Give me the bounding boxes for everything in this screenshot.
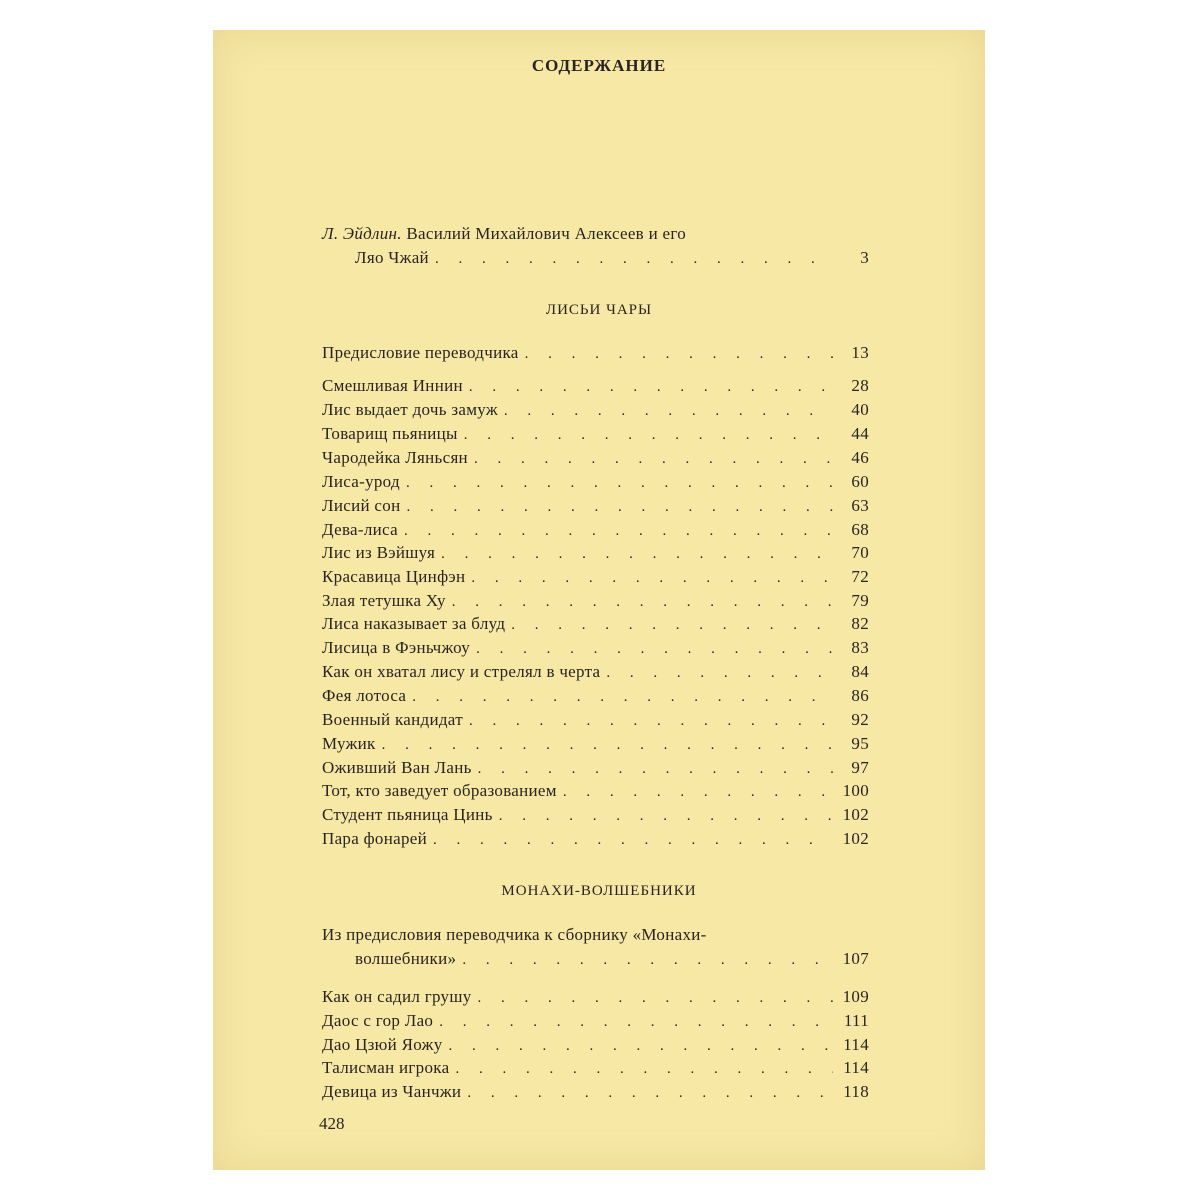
entry-title: волшебники» — [355, 949, 457, 968]
leader-dots — [455, 1057, 833, 1081]
toc-entry — [322, 518, 869, 542]
leader-dots — [464, 423, 833, 447]
entry-title: Девица из Чанчжи — [322, 1082, 462, 1101]
leader-dots — [525, 342, 833, 366]
leader-dots — [452, 590, 833, 614]
entry-page: 86 — [851, 686, 869, 705]
entry-page: 40 — [851, 400, 869, 419]
entry-title: Смешливая Иннин — [322, 376, 463, 395]
leader-dots — [469, 375, 833, 399]
toc-entry — [322, 732, 869, 756]
toc-entry — [322, 374, 869, 398]
entry-page: 60 — [851, 472, 869, 491]
toc-entry — [322, 1033, 869, 1057]
toc-entry — [322, 565, 869, 589]
entry-page: 102 — [842, 805, 869, 824]
entry-page: 118 — [843, 1082, 869, 1101]
entry-title: Тот, кто заведует образованием — [322, 781, 557, 800]
toc-entry — [322, 827, 869, 851]
toc-entry — [322, 708, 869, 732]
entry-title: Дао Цзюй Яожу — [322, 1035, 443, 1054]
leader-dots — [474, 447, 833, 471]
entry-title: Злая тетушка Ху — [322, 591, 446, 610]
leader-dots — [406, 495, 833, 519]
toc-entry — [322, 1056, 869, 1080]
leader-dots — [439, 1010, 833, 1034]
leader-dots — [441, 542, 833, 566]
entry-page: 70 — [851, 543, 869, 562]
intro-author: Л. Эйдлин. — [322, 224, 402, 243]
toc-entry — [322, 803, 869, 827]
entry-title: Студент пьяница Цинь — [322, 805, 493, 824]
entry-title: Мужик — [322, 734, 376, 753]
intro-entry-line2 — [355, 246, 869, 270]
entry-page: 109 — [842, 987, 869, 1006]
intro-entry-line1 — [322, 222, 869, 246]
entry-title: Лис из Вэйшуя — [322, 543, 436, 562]
page-number: 428 — [319, 1114, 345, 1133]
leader-dots — [382, 733, 833, 757]
toc-entry — [322, 660, 869, 684]
toc-entry — [322, 494, 869, 518]
book-page — [213, 30, 985, 1170]
toc-entry — [322, 1080, 869, 1104]
entry-title: Как он хватал лису и стрелял в черта — [322, 662, 601, 681]
toc-entry — [322, 756, 869, 780]
leader-dots — [469, 709, 833, 733]
entry-page: 83 — [851, 638, 869, 657]
entry-page: 63 — [851, 496, 869, 515]
section-heading-2: МОНАХИ-ВОЛШЕБНИКИ — [501, 883, 697, 899]
leader-dots — [476, 637, 833, 661]
entry-title: Как он садил грушу — [322, 987, 472, 1006]
leader-dots — [433, 828, 833, 852]
entry-page: 13 — [851, 343, 869, 362]
toc-entry — [322, 985, 869, 1009]
entry-page: 28 — [851, 376, 869, 395]
entry-page: 44 — [851, 424, 869, 443]
intro-page: 3 — [860, 248, 869, 267]
toc-entry — [322, 779, 869, 803]
entry-page: 68 — [851, 520, 869, 539]
intro-title-line2: Ляо Чжай — [355, 248, 429, 267]
page-title: СОДЕРЖАНИЕ — [531, 56, 667, 75]
entry-title: Лис выдает дочь замуж — [322, 400, 498, 419]
leader-dots — [499, 804, 833, 828]
entry-page: 84 — [851, 662, 869, 681]
entry-title: Даос с гор Лао — [322, 1011, 434, 1030]
entry-page: 82 — [851, 614, 869, 633]
entry-title: Лиса наказывает за блуд — [322, 614, 506, 633]
leader-dots — [412, 685, 833, 709]
entry-title: Красавица Цинфэн — [322, 567, 466, 586]
entry-page: 72 — [851, 567, 869, 586]
entry-title: Талисман игрока — [322, 1058, 450, 1077]
entry-title: Предисловие переводчика — [322, 343, 519, 362]
section-heading-1: ЛИСЬИ ЧАРЫ — [545, 302, 653, 318]
entry-title: Товарищ пьяницы — [322, 424, 458, 443]
leader-dots — [449, 1034, 834, 1058]
leader-dots — [511, 613, 833, 637]
toc-entry — [322, 612, 869, 636]
entry-page: 111 — [843, 1011, 869, 1030]
leader-dots — [478, 986, 833, 1010]
entry-page: 114 — [843, 1035, 869, 1054]
toc-entry — [322, 341, 869, 365]
leader-dots — [467, 1081, 833, 1105]
leader-dots — [435, 247, 833, 271]
leader-dots — [478, 757, 833, 781]
toc-entry — [322, 470, 869, 494]
intro-title-line1: Василий Михайлович Алексеев и его — [406, 224, 687, 243]
toc-entry — [322, 541, 869, 565]
entry-page: 92 — [851, 710, 869, 729]
toc-entry — [322, 422, 869, 446]
toc-entry — [322, 684, 869, 708]
toc-entry — [322, 398, 869, 422]
entry-page: 95 — [851, 734, 869, 753]
entry-page: 107 — [842, 949, 869, 968]
entry-title: Оживший Ван Лань — [322, 758, 472, 777]
entry-page: 79 — [851, 591, 869, 610]
leader-dots — [563, 780, 833, 804]
toc-entry — [322, 1009, 869, 1033]
entry-title: Чародейка Ляньсян — [322, 448, 468, 467]
leader-dots — [606, 661, 833, 685]
leader-dots — [404, 519, 833, 543]
entry-title: Лисий сон — [322, 496, 401, 515]
entry-title: Пара фонарей — [322, 829, 428, 848]
entry-title: Дева-лиса — [322, 520, 398, 539]
entry-title: Фея лотоса — [322, 686, 407, 705]
entry-page: 97 — [851, 758, 869, 777]
entry-page: 46 — [851, 448, 869, 467]
entry-title: Лиса-урод — [322, 472, 400, 491]
leader-dots — [471, 566, 833, 590]
toc-entry — [322, 636, 869, 660]
leader-dots — [462, 948, 833, 972]
preface-entry-line2 — [355, 947, 869, 971]
leader-dots — [406, 471, 833, 495]
toc-entry — [322, 589, 869, 613]
leader-dots — [504, 399, 833, 423]
preface-entry-line1: Из предисловия переводчика к сборнику «Монахи- — [322, 925, 707, 944]
entry-title: Военный кандидат — [322, 710, 463, 729]
entry-page: 102 — [842, 829, 869, 848]
entry-page: 114 — [843, 1058, 869, 1077]
toc-entry — [322, 446, 869, 470]
entry-page: 100 — [842, 781, 869, 800]
entry-title: Лисица в Фэньчжоу — [322, 638, 471, 657]
